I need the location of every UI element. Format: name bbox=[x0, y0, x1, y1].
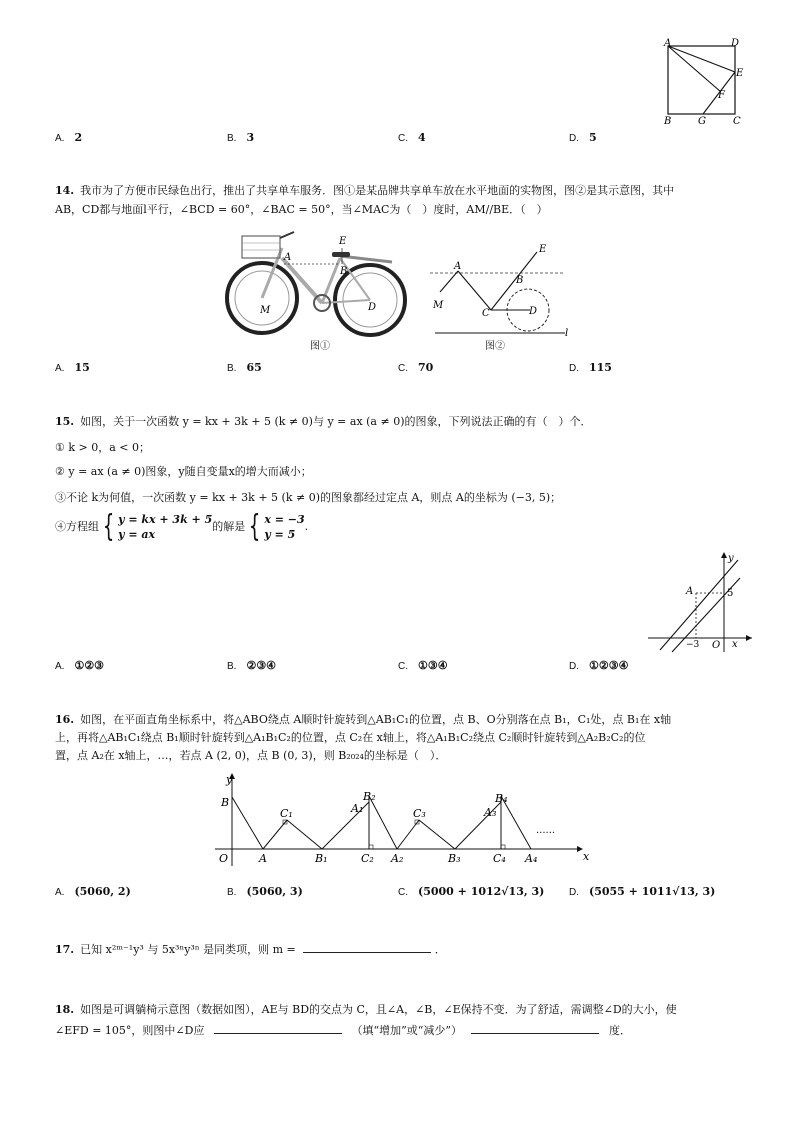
equation-2: y = ax bbox=[118, 528, 156, 541]
option-label: C. bbox=[398, 363, 408, 374]
q13-option-b[interactable] bbox=[227, 131, 254, 144]
option-value: ②③④ bbox=[246, 659, 277, 672]
q15-statement-3: ③不论 k为何值，一次函数 y = kx + 3k + 5 (k ≠ 0)的图象都经过定点 A，则点 A的坐标为 (−3, 5)； bbox=[55, 491, 562, 504]
q17-end: ． bbox=[434, 943, 446, 956]
solution-1: x = −3 bbox=[264, 513, 305, 526]
q16-option-d[interactable] bbox=[569, 885, 715, 898]
q15-text-line1 bbox=[55, 413, 592, 431]
fig2-label-B: B bbox=[516, 275, 524, 286]
option-label: B. bbox=[227, 133, 237, 144]
option-value: (5060, 3) bbox=[246, 885, 303, 898]
equation-system bbox=[118, 512, 212, 542]
q13-label-B: B bbox=[664, 116, 672, 127]
q15-line1: 如图，关于一次函数 y = kx + 3k + 5 (k ≠ 0)与 y = ax (a ≠ 0)的图象，下列说法正确的有（ ）个． bbox=[80, 415, 592, 428]
option-label: C. bbox=[398, 133, 408, 144]
q16-label-dots: ...... bbox=[536, 825, 556, 836]
q16-label-A3: A₃ bbox=[484, 806, 497, 819]
q16-label-B4: B₄ bbox=[495, 792, 508, 805]
q16-label-C3: C₃ bbox=[413, 807, 426, 820]
q14-text-line1 bbox=[55, 182, 674, 200]
solution-system bbox=[264, 512, 304, 542]
fig1-label-E: E bbox=[339, 236, 347, 247]
q16-label-x: x bbox=[583, 850, 590, 863]
option-value: (5060, 2) bbox=[74, 885, 131, 898]
q15-statement-2: ② y = ax (a ≠ 0)图象，y随自变量x的增大而减小； bbox=[55, 465, 312, 478]
option-value: 4 bbox=[418, 131, 426, 144]
q14-option-d[interactable] bbox=[569, 361, 612, 374]
fig2-label-l: l bbox=[565, 328, 569, 339]
q16-text-line3: 置，点 A₂在 x轴上，…，若点 A (2, 0)，点 B (0, 3)，则 B₂₀₂₄的坐标是（ ）． bbox=[55, 749, 447, 762]
q16-label-C2: C₂ bbox=[361, 852, 374, 865]
bicycle-photo bbox=[222, 228, 412, 338]
question-number: 18. bbox=[55, 1003, 75, 1016]
option-label: A. bbox=[55, 363, 65, 374]
q15-graph-label-A: A bbox=[686, 586, 694, 597]
option-value: ①②③ bbox=[74, 659, 105, 672]
q15-option-c[interactable] bbox=[398, 659, 448, 672]
solution-2: y = 5 bbox=[264, 528, 296, 541]
q16-label-A: A bbox=[259, 852, 267, 865]
option-label: C. bbox=[398, 887, 408, 898]
left-brace: { bbox=[249, 509, 261, 544]
q16-label-A2: A₂ bbox=[391, 852, 404, 865]
option-value: (5000 + 1012√13, 3) bbox=[418, 885, 545, 898]
q15-s4-mid: 的解是 bbox=[212, 520, 246, 533]
option-label: B. bbox=[227, 363, 237, 374]
fig1-label-A: A bbox=[284, 252, 292, 263]
q13-label-G: G bbox=[698, 116, 706, 127]
option-label: C. bbox=[398, 661, 408, 672]
option-value: (5055 + 1011√13, 3) bbox=[589, 885, 716, 898]
option-label: B. bbox=[227, 887, 237, 898]
q17-stem: 已知 x²ᵐ⁻¹y³ 与 5x³ⁿy³ⁿ 是同类项，则 m = bbox=[80, 943, 296, 956]
q18-line2-c: 度． bbox=[608, 1024, 631, 1037]
equation-1: y = kx + 3k + 5 bbox=[118, 513, 213, 526]
option-value: 2 bbox=[74, 131, 83, 144]
fig1-label-B: B bbox=[340, 266, 348, 277]
question-number: 14. bbox=[55, 184, 75, 197]
q15-option-a[interactable] bbox=[55, 659, 104, 672]
q16-label-B2: B₂ bbox=[363, 790, 376, 803]
option-value: ①③④ bbox=[418, 659, 448, 672]
q14-option-c[interactable] bbox=[398, 361, 433, 374]
q15-graph-label-O: O bbox=[712, 640, 721, 651]
q14-option-a[interactable] bbox=[55, 361, 90, 374]
option-value: ①②③④ bbox=[589, 659, 629, 672]
option-value: 5 bbox=[589, 131, 597, 144]
option-label: D. bbox=[569, 661, 579, 672]
q16-label-O: O bbox=[219, 852, 229, 865]
q15-graph-label-y: y bbox=[728, 553, 734, 564]
q16-option-c[interactable] bbox=[398, 885, 544, 898]
q16-label-B3: B₃ bbox=[448, 852, 461, 865]
q18-line1: 如图是可调躺椅示意图（数据如图），AE与 BD的交点为 C，且∠A，∠B，∠E保持不变．为了舒适，需调整∠D的大小，使 bbox=[80, 1003, 677, 1016]
option-value: 65 bbox=[246, 361, 262, 374]
fig2-label-C: C bbox=[482, 308, 490, 319]
q16-label-C1: C₁ bbox=[280, 807, 293, 820]
fig2-label-E: E bbox=[539, 244, 547, 255]
option-label: A. bbox=[55, 887, 65, 898]
q15-statement-4 bbox=[55, 509, 309, 544]
q16-rotation-figure bbox=[205, 770, 590, 868]
q16-label-A1: A₁ bbox=[351, 802, 364, 815]
q13-label-D: D bbox=[731, 38, 740, 49]
option-label: A. bbox=[55, 133, 65, 144]
q18-answer-blank-2[interactable] bbox=[471, 1021, 599, 1034]
q15-option-b[interactable] bbox=[227, 659, 276, 672]
q15-statement-1: ① k > 0，a < 0； bbox=[55, 441, 150, 454]
fig1-caption: 图① bbox=[310, 341, 330, 352]
q18-text-line2 bbox=[55, 1021, 631, 1040]
q16-label-B1: B₁ bbox=[315, 852, 328, 865]
q17-text bbox=[55, 940, 446, 959]
bicycle-schematic bbox=[425, 240, 580, 340]
q17-answer-blank[interactable] bbox=[303, 940, 431, 953]
q14-text-line2: AB，CD都与地面l平行，∠BCD = 60°，∠BAC = 50°，当∠MAC为（ ）度时，AM//BE．（ ） bbox=[55, 203, 548, 216]
q15-graph-label-neg3: −3 bbox=[686, 640, 700, 650]
q16-label-C4: C₄ bbox=[493, 852, 506, 865]
q15-s4-end: . bbox=[304, 520, 309, 533]
q13-label-C: C bbox=[733, 116, 741, 127]
option-value: 115 bbox=[589, 361, 612, 374]
option-label: D. bbox=[569, 887, 579, 898]
q16-text-line2: 上，再将△AB₁C₁绕点 B₁顺时针旋转到△A₁B₁C₂的位置，点 C₂在 x轴上，将△A₁B₁C₂绕点 C₂顺时针旋转到△A₂B₂C₂的位 bbox=[55, 731, 646, 744]
q18-answer-blank-1[interactable] bbox=[214, 1021, 342, 1034]
option-value: 70 bbox=[418, 361, 434, 374]
fig2-label-D: D bbox=[529, 306, 538, 317]
q16-label-B: B bbox=[221, 796, 230, 809]
q13-option-a[interactable] bbox=[55, 131, 82, 144]
q13-label-A: A bbox=[664, 38, 672, 49]
option-label: D. bbox=[569, 363, 579, 374]
option-label: B. bbox=[227, 661, 237, 672]
q16-line1: 如图，在平面直角坐标系中，将△ABO绕点 A顺时针旋转到△AB₁C₁的位置，点 B、O分别落在点 B₁，C₁处，点 B₁在 x轴 bbox=[80, 713, 672, 726]
q14-option-b[interactable] bbox=[227, 361, 262, 374]
fig2-label-A: A bbox=[454, 261, 462, 272]
fig2-label-M: M bbox=[433, 300, 444, 311]
q16-text-line1 bbox=[55, 711, 671, 729]
option-label: D. bbox=[569, 133, 579, 144]
q15-function-graph bbox=[640, 548, 755, 653]
q15-option-d[interactable] bbox=[569, 659, 628, 672]
q18-text-line1 bbox=[55, 1001, 677, 1019]
question-number: 17. bbox=[55, 943, 75, 956]
fig1-label-M: M bbox=[260, 305, 271, 316]
question-number: 16. bbox=[55, 713, 75, 726]
q13-label-E: E bbox=[736, 68, 744, 79]
q15-graph-label-x: x bbox=[732, 639, 738, 650]
option-value: 3 bbox=[246, 131, 255, 144]
q15-s4-prefix: ④方程组 bbox=[55, 520, 99, 533]
q15-graph-label-5: 5 bbox=[727, 588, 734, 599]
q13-option-c[interactable] bbox=[398, 131, 426, 144]
question-number: 15. bbox=[55, 415, 75, 428]
q16-option-b[interactable] bbox=[227, 885, 303, 898]
fig1-label-D: D bbox=[368, 302, 377, 313]
q13-option-d[interactable] bbox=[569, 131, 597, 144]
q16-label-A4: A₄ bbox=[525, 852, 538, 865]
q13-figure bbox=[655, 36, 750, 128]
q14-line1: 我市为了方便市民绿色出行，推出了共享单车服务．图①是某品牌共享单车放在水平地面的实物图，图②是其示意图，其中 bbox=[80, 184, 675, 197]
q16-label-y: y bbox=[226, 773, 233, 786]
option-label: A. bbox=[55, 661, 65, 672]
fig2-caption: 图② bbox=[485, 341, 505, 352]
q13-label-F: F bbox=[718, 90, 725, 101]
q18-line2-a: ∠EFD = 105°，则图中∠D应 bbox=[55, 1024, 205, 1037]
q16-option-a[interactable] bbox=[55, 885, 131, 898]
option-value: 15 bbox=[74, 361, 90, 374]
q18-line2-b: （填“增加”或“减少”） bbox=[351, 1024, 462, 1037]
left-brace: { bbox=[102, 509, 115, 544]
